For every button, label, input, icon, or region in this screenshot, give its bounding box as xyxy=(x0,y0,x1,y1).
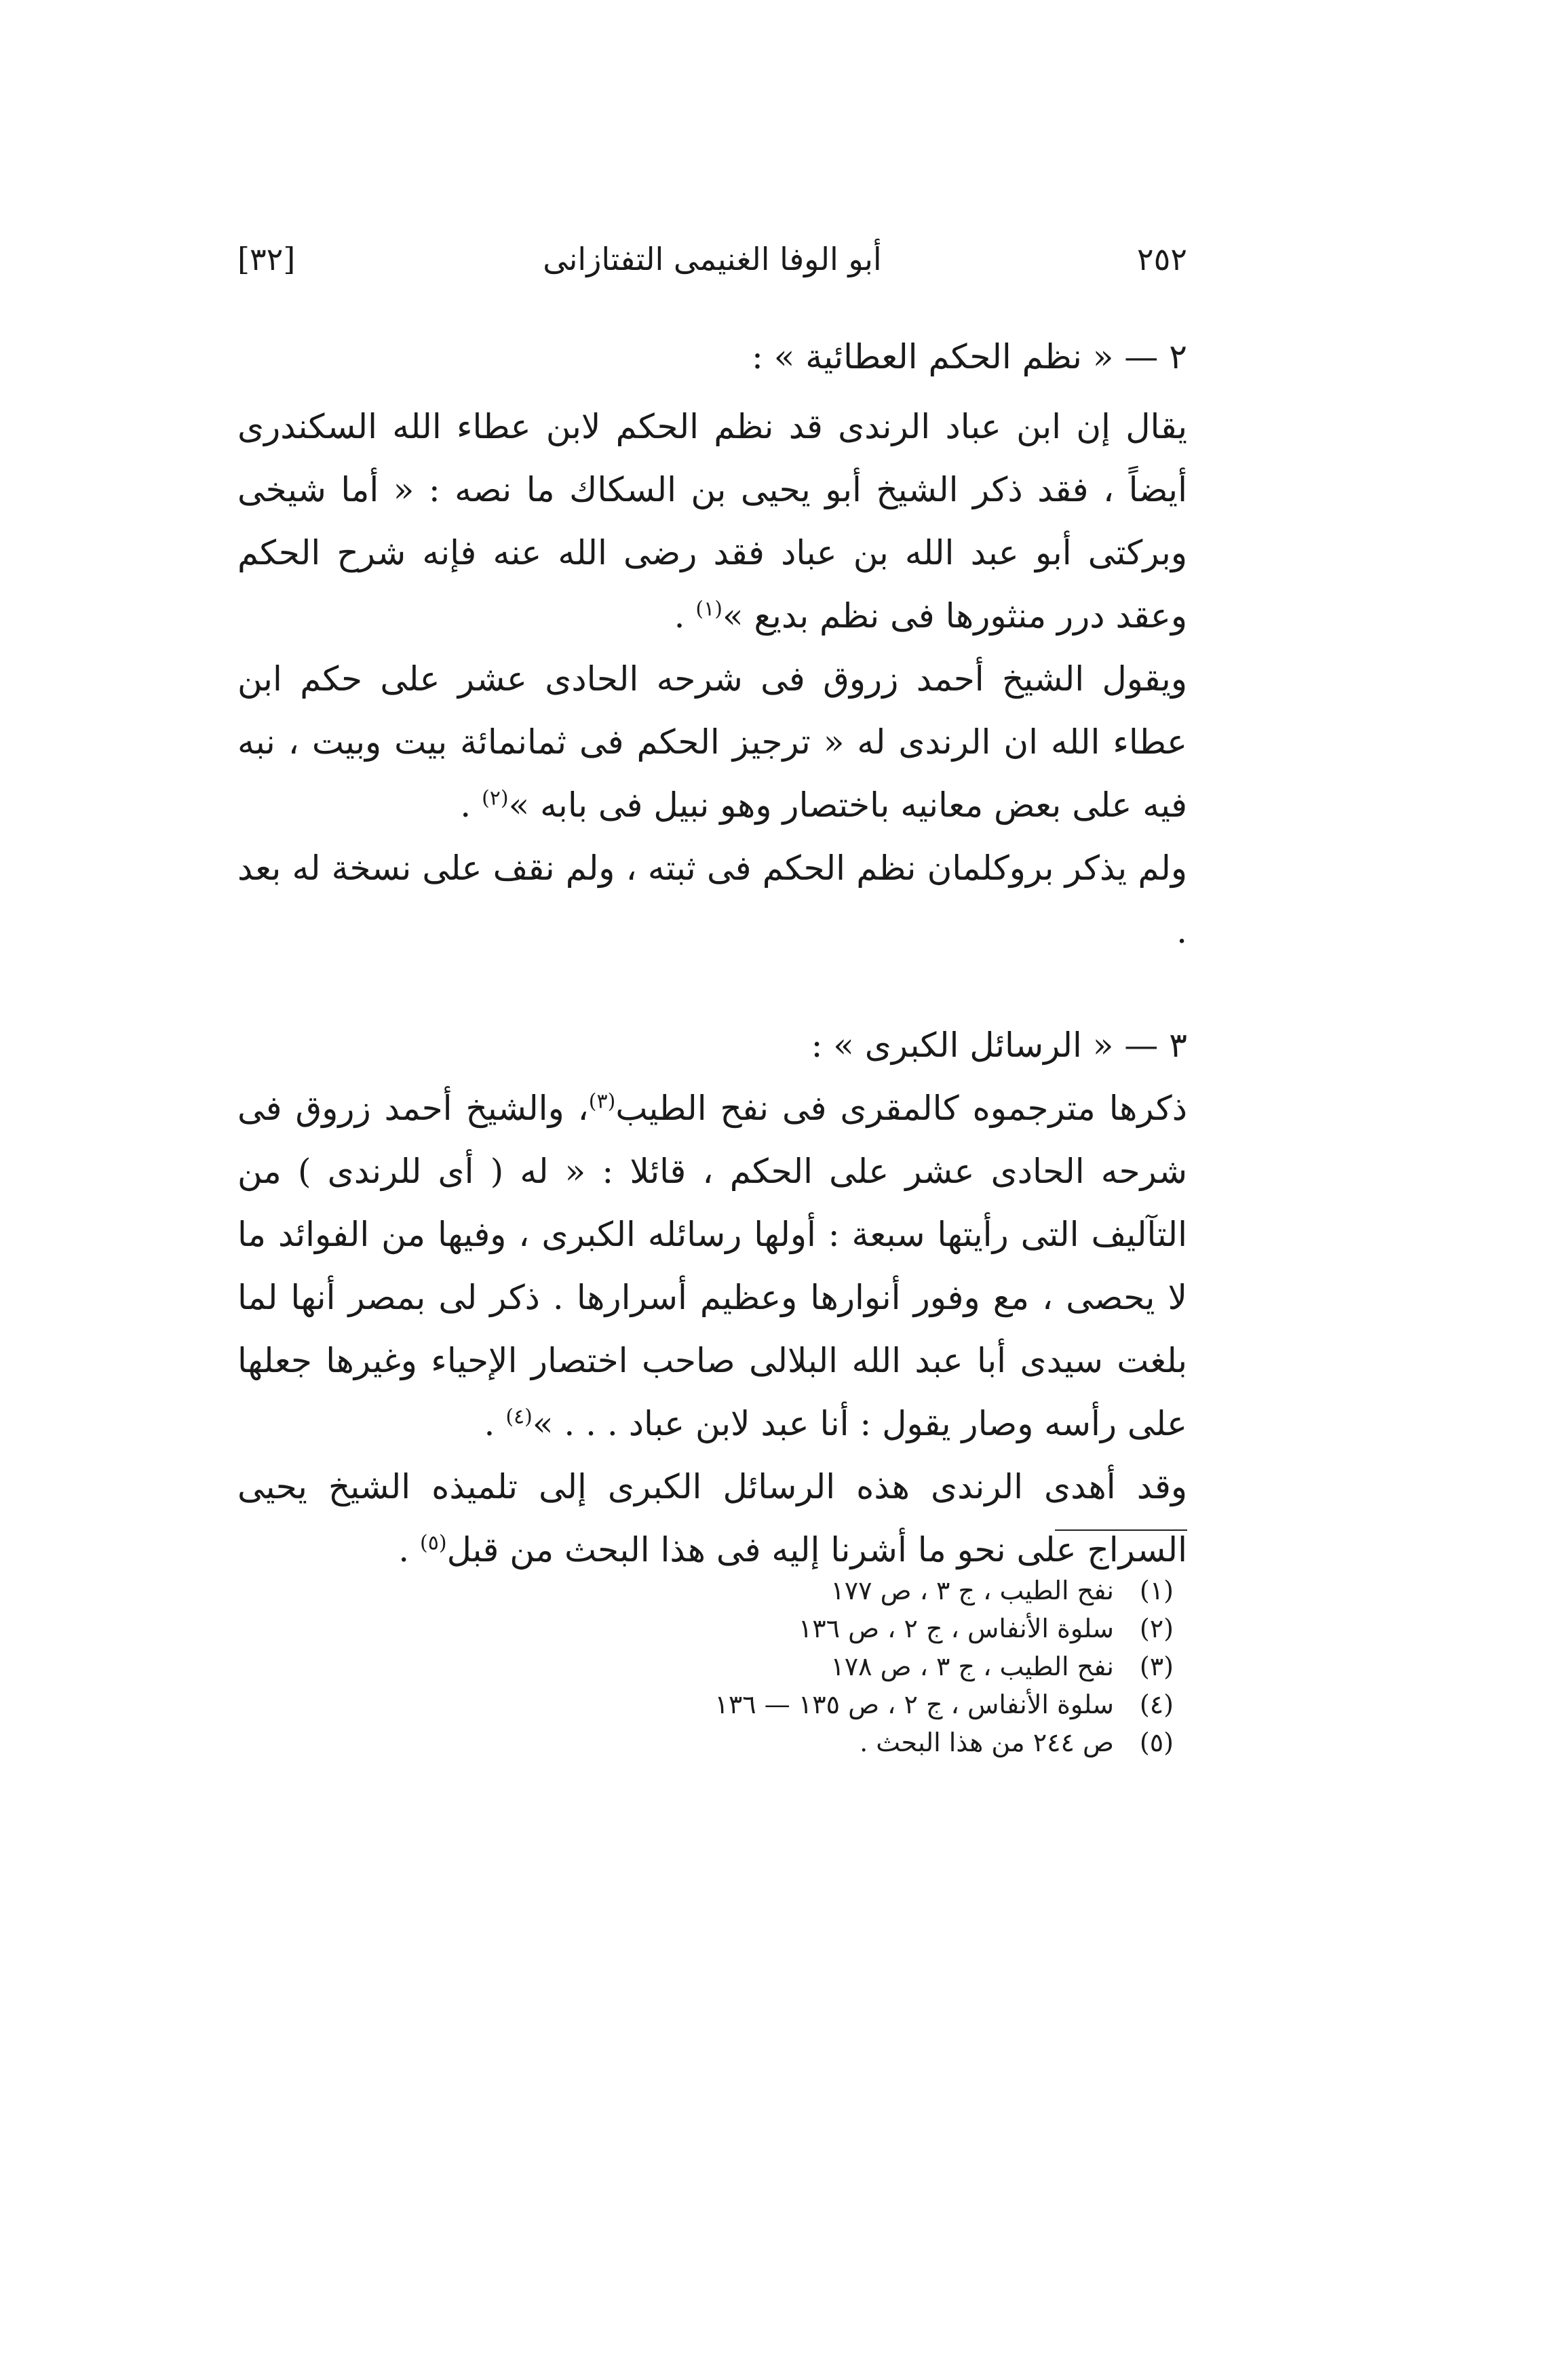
footnote-item xyxy=(237,1685,1174,1723)
paragraph-end: . xyxy=(674,596,696,636)
paragraph-text: يقال إن ابن عباد الرندى قد نظم الحكم لابن عطاء الله السكندرى أيضاً ، فقد ذكر الشيخ أبو يحيى بن السكاك ما نصه : « أما شيخى وبركتى أبو عبد الله بن عباد فقد رضى الله عنه فإنه شرح الحكم وعقد درر منثورها فى نظم بديع » xyxy=(237,407,1187,636)
footnote-number: (٥) xyxy=(1139,1728,1174,1757)
footnote-item xyxy=(237,1610,1174,1647)
section-heading-2: ٢ — « نظم الحكم العطائية » : xyxy=(752,337,1187,376)
footnote-ref: (٣) xyxy=(588,1089,616,1114)
paragraph-end: . xyxy=(460,785,482,825)
running-title: أبو الوفا الغنيمى التفتازانى xyxy=(543,241,882,277)
paragraph-text: ولم يذكر بروكلمان نظم الحكم فى ثبته ، ولم نقف على نسخة له بعد . xyxy=(237,848,1187,951)
paragraph-end: . xyxy=(484,1404,506,1443)
footnote-ref: (٤) xyxy=(505,1405,533,1429)
paragraph-text: ويقول الشيخ أحمد زروق فى شرحه الحادى عشر على حكم ابن عطاء الله ان الرندى له « ترجيز الحكم فى ثمانمائة بيت وبيت ، نبه فيه على بعض معانيه باختصار وهو نبيل فى بابه » xyxy=(237,659,1187,825)
paragraph-end: . xyxy=(398,1530,420,1569)
footnote-ref: (٢) xyxy=(482,786,509,811)
footnote-ref: (٥) xyxy=(420,1531,447,1555)
paragraph xyxy=(237,395,1187,648)
section-spacer xyxy=(237,963,1187,1014)
footnote-number: (١) xyxy=(1139,1576,1174,1605)
footnote-item xyxy=(237,1647,1174,1685)
section-bracket-number: [٣٢] xyxy=(237,241,296,277)
paragraph-text: ذكرها مترجموه كالمقرى فى نفح الطيب xyxy=(615,1089,1187,1128)
paragraph-text: وقد أهدى الرندى هذه الرسائل الكبرى إلى تلميذه الشيخ يحيى السراج على نحو ما أشرنا إليه فى هذا البحث من قبل xyxy=(237,1467,1187,1569)
footnote-text: نفح الطيب ، ج ٣ ، ص ١٧٧ xyxy=(830,1576,1114,1605)
footnote-text: سلوة الأنفاس ، ج ٢ ، ص ١٣٥ — ١٣٦ xyxy=(714,1690,1114,1719)
paragraph xyxy=(237,1456,1187,1582)
footnote-number: (٣) xyxy=(1139,1652,1174,1681)
paragraph xyxy=(237,837,1187,963)
paragraph xyxy=(237,1077,1187,1456)
paragraph xyxy=(237,648,1187,837)
footnote-text: سلوة الأنفاس ، ج ٢ ، ص ١٣٦ xyxy=(798,1614,1114,1643)
footnote-rule xyxy=(1055,1529,1187,1531)
section-heading-3: ٣ — « الرسائل الكبرى » : xyxy=(811,1026,1187,1065)
footnote-text: نفح الطيب ، ج ٣ ، ص ١٧٨ xyxy=(830,1652,1114,1681)
page-body xyxy=(237,326,1187,1582)
footnote-number: (٤) xyxy=(1139,1690,1174,1719)
paragraph-text: ، والشيخ أحمد زروق فى شرحه الحادى عشر على الحكم ، قائلا : « له ( أى للرندى ) من التآليف التى رأيتها سبعة : أولها رسائله الكبرى ، وفيها من الفوائد ما لا يحصى ، مع وفور أنوارها وعظيم أسرارها . ذكر لى بمصر أنها لما بلغت سيدى أبا عبد الله البلالى صاحب اختصار الإحياء وغيرها جعلها على رأسه وصار يقول : أنا عبد لابن عباد . . . » xyxy=(237,1089,1187,1443)
footnote-item xyxy=(237,1572,1174,1610)
footnote-number: (٢) xyxy=(1139,1614,1174,1643)
footnote-list xyxy=(237,1572,1174,1761)
page-number: ٢٥٢ xyxy=(1136,241,1187,277)
footnote-ref: (١) xyxy=(695,597,722,621)
footnote-item xyxy=(237,1723,1174,1761)
footnote-text: ص ٢٤٤ من هذا البحث . xyxy=(860,1728,1114,1757)
page-header xyxy=(237,241,1187,295)
